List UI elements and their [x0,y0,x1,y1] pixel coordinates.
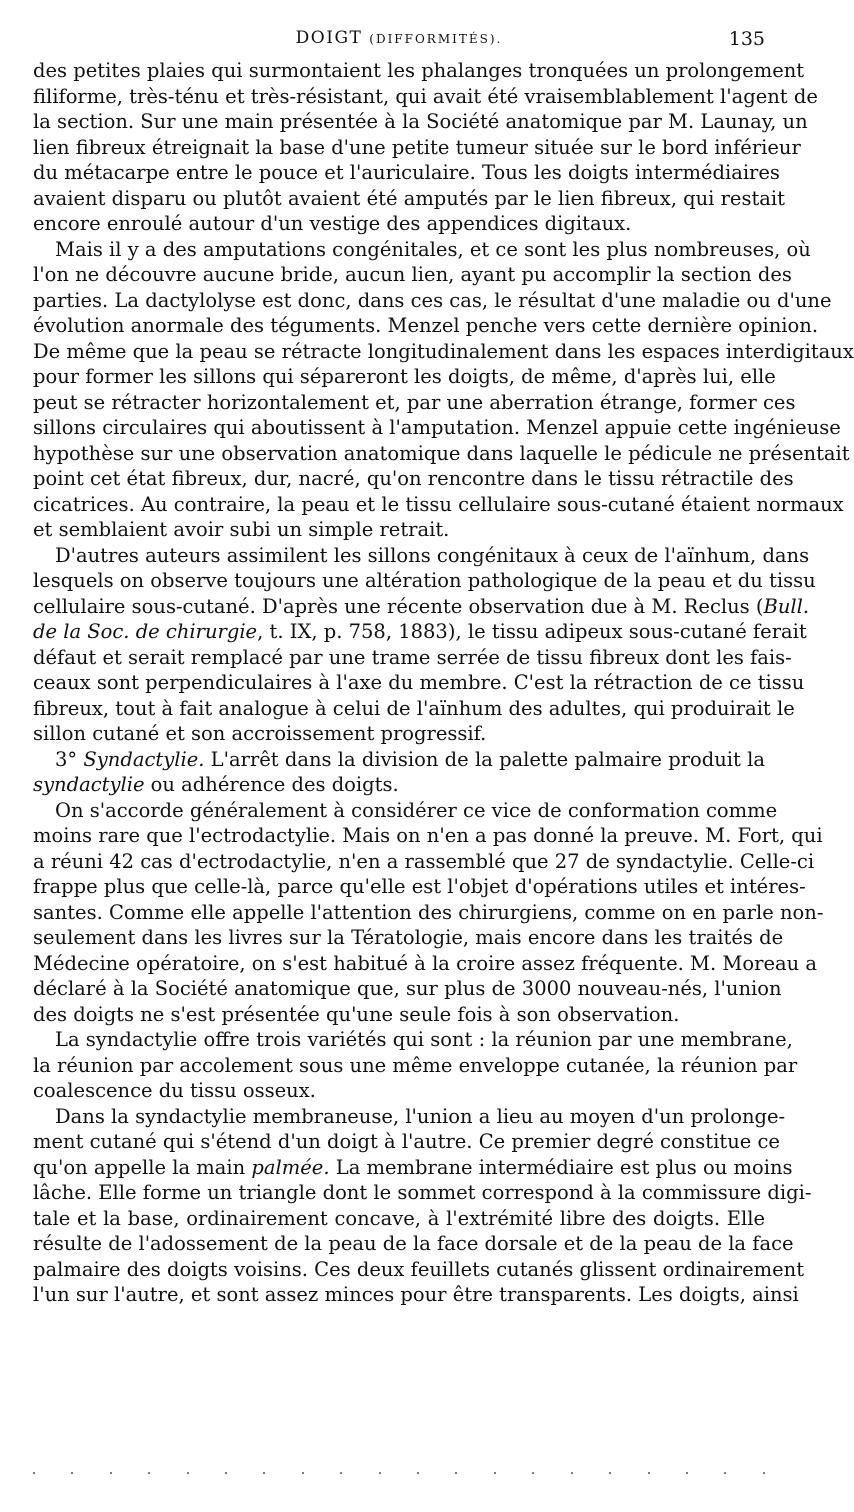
text-line [33,262,792,288]
text-line [33,160,780,186]
italic-text: palmée. [251,1155,330,1179]
italic-text: de la Soc. de chirurgie [33,620,258,643]
text-run: frappe plus que celle-là, parce qu'elle est l'objet d'opérations utiles et intéres- [33,875,806,898]
text-line [33,696,795,722]
text-run: et semblaient avoir subi un simple retrait. [33,518,450,541]
text-line [33,313,819,339]
text-line [33,390,796,416]
text-line [33,951,817,977]
text-line [33,1231,794,1257]
book-page [33,28,854,1308]
text-line [33,594,810,620]
text-run: fibreux, tout à fait analogue à celui de l'aïnhum des adultes, qui produirait le [33,696,795,720]
text-run: D'autres auteurs assimilent les sillons congénitaux à ceux de l'aïnhum, dans [55,543,810,567]
text-run: La syndactylie offre trois variétés qui sont : la réunion par une membrane, [55,1028,793,1051]
running-head [33,28,765,52]
text-line [33,339,854,365]
text-run: la réunion par accolement sous une même enveloppe cutanée, la réunion par [33,1053,798,1077]
text-line [33,1002,765,1028]
text-line [33,441,850,467]
text-run: du métacarpe entre le pouce et l'auriculaire. Tous les doigts intermédiaires [33,161,780,184]
text-line [33,1027,793,1053]
text-line [33,747,765,773]
text-line [33,288,832,314]
text-line [33,543,810,569]
text-line [33,466,794,492]
text-line [33,58,805,84]
italic-text: Syndactylie. [83,747,205,771]
text-line [33,976,782,1002]
text-run: peut se rétracter horizontalement et, par une aberration étrange, former ces [33,390,796,414]
page-number: 135 [728,28,765,50]
text-run: pour former les sillons qui sépareront les doigts, de même, d'après lui, elle [33,365,776,388]
text-run: moins rare que l'ectrodactylie. Mais on n'en a pas donné la preuve. M. Fort, qui [33,824,823,847]
text-run: lien fibreux étreignait la base d'une petite tumeur située sur le bord inférieur [33,135,801,159]
text-line [33,619,807,645]
text-line [33,1129,780,1155]
text-line [33,874,806,900]
text-line [33,1180,812,1206]
text-run: ment cutané qui s'étend d'un doigt à l'autre. Ce premier degré constitue ce [33,1130,780,1153]
text-line [33,84,818,110]
text-run: déclaré à la Société anatomique que, sur plus de 3000 nouveau-nés, l'union [33,977,782,1000]
text-run: 3° [55,747,84,771]
bottom-print-specks [33,1468,765,1478]
text-line [33,772,765,798]
running-title [296,28,503,48]
text-line [33,186,785,212]
text-line [33,1282,799,1308]
text-line [33,237,811,263]
text-run: l'un sur l'autre, et sont assez minces pour être transparents. Les doigts, ainsi [33,1283,799,1306]
text-run: De même que la peau se rétracte longitudinalement dans les espaces interdigitaux [33,339,854,363]
text-run: seulement dans les livres sur la Tératologie, mais encore dans les traités de [33,926,784,949]
text-line [33,1104,786,1130]
italic-text: Bull. [763,594,810,618]
text-line [33,1206,765,1232]
text-run: On s'accorde généralement à considérer ce vice de conformation comme [55,798,778,822]
text-run: coalescence du tissu osseux. [33,1079,316,1102]
text-run: ou adhérence des doigts. [144,773,399,796]
text-line [33,1155,793,1181]
body-text [33,58,854,1308]
text-run: sillons circulaires qui aboutissent à l'amputation. Menzel appuie cette ingénieuse [33,416,841,439]
text-run: Médecine opératoire, on s'est habitué à la croire assez fréquente. M. Moreau a [33,951,817,975]
text-line [33,645,792,671]
text-line [33,900,824,926]
text-line [33,798,778,824]
text-run: La membrane intermédiaire est plus ou moins [329,1155,793,1179]
text-run: encore enroulé autour d'un vestige des appendices digitaux. [33,212,632,235]
text-line [33,492,844,518]
text-run: a réuni 42 cas d'ectrodactylie, n'en a rassemblé que 27 de syndactylie. Celle-ci [33,849,815,873]
text-run: point cet état fibreux, dur, nacré, qu'on rencontre dans le tissu rétractile des [33,467,794,490]
text-run: parties. La dactylolyse est donc, dans ces cas, le résultat d'une maladie ou d'une [33,288,832,312]
text-run: Dans la syndactylie membraneuse, l'union a lieu au moyen d'un prolonge- [55,1104,786,1128]
text-run: santes. Comme elle appelle l'attention des chirurgiens, comme on en parle non- [33,900,824,924]
text-run: sillon cutané et son accroissement progressif. [33,722,487,745]
text-line [33,517,765,543]
text-line [33,135,801,161]
text-run: des doigts ne s'est présentée qu'une seule fois à son observation. [33,1002,680,1026]
text-run: des petites plaies qui surmontaient les phalanges tronquées un prolongement [33,59,805,82]
running-title-main: DOIGT [295,28,363,48]
text-line [33,1053,798,1079]
text-run: ceaux sont perpendiculaires à l'axe du membre. C'est la rétraction de ce tissu [33,671,805,694]
text-run: L'arrêt dans la division de la palette palmaire produit la [204,747,765,771]
text-run: , t. IX, p. 758, 1883), le tissu adipeux sous-cutané ferait [257,620,807,643]
text-run: filiforme, très-ténu et très-résistant, qui avait été vraisemblablement l'agent de [33,84,818,108]
text-line [33,364,776,390]
text-run: palmaire des doigts voisins. Ces deux feuillets cutanés glissent ordinairement [33,1257,805,1281]
text-line [33,670,805,696]
text-run: l'on ne découvre aucune bride, aucun lien, ayant pu accomplir la section des [33,263,792,286]
running-title-sub: (DIFFORMITÉS). [369,32,503,46]
text-run: la section. Sur une main présentée à la Société anatomique par M. Launay, un [33,110,808,133]
text-run: résulte de l'adossement de la peau de la face dorsale et de la peau de la face [33,1232,794,1255]
text-line [33,1078,765,1104]
text-line [33,823,823,849]
text-run: hypothèse sur une observation anatomique dans laquelle le pédicule ne présentait [33,441,850,465]
text-run: cellulaire sous-cutané. D'après une récente observation due à M. Reclus ( [33,594,764,618]
text-line [33,1257,805,1283]
text-run: lesquels on observe toujours une altération pathologique de la peau et du tissu [33,569,816,592]
text-line [33,568,816,594]
text-run: avaient disparu ou plutôt avaient été amputés par le lien fibreux, qui restait [33,186,785,210]
text-run: Mais il y a des amputations congénitales, et ce sont les plus nombreuses, où [55,237,811,261]
text-run: défaut et serait remplacé par une trame serrée de tissu fibreux dont les fais- [33,645,792,669]
text-line [33,849,815,875]
text-line [33,211,765,237]
text-run: cicatrices. Au contraire, la peau et le tissu cellulaire sous-cutané étaient normaux [33,492,844,516]
text-line [33,415,841,441]
italic-text: syndactylie [33,773,145,796]
text-run: qu'on appelle la main [33,1155,252,1179]
text-run: lâche. Elle forme un triangle dont le sommet correspond à la commissure digi- [33,1181,812,1204]
text-run: évolution anormale des téguments. Menzel penche vers cette dernière opinion. [33,314,819,337]
text-line [33,109,808,135]
text-run: tale et la base, ordinairement concave, à l'extrémité libre des doigts. Elle [33,1206,765,1230]
text-line [33,721,765,747]
text-line [33,925,784,951]
